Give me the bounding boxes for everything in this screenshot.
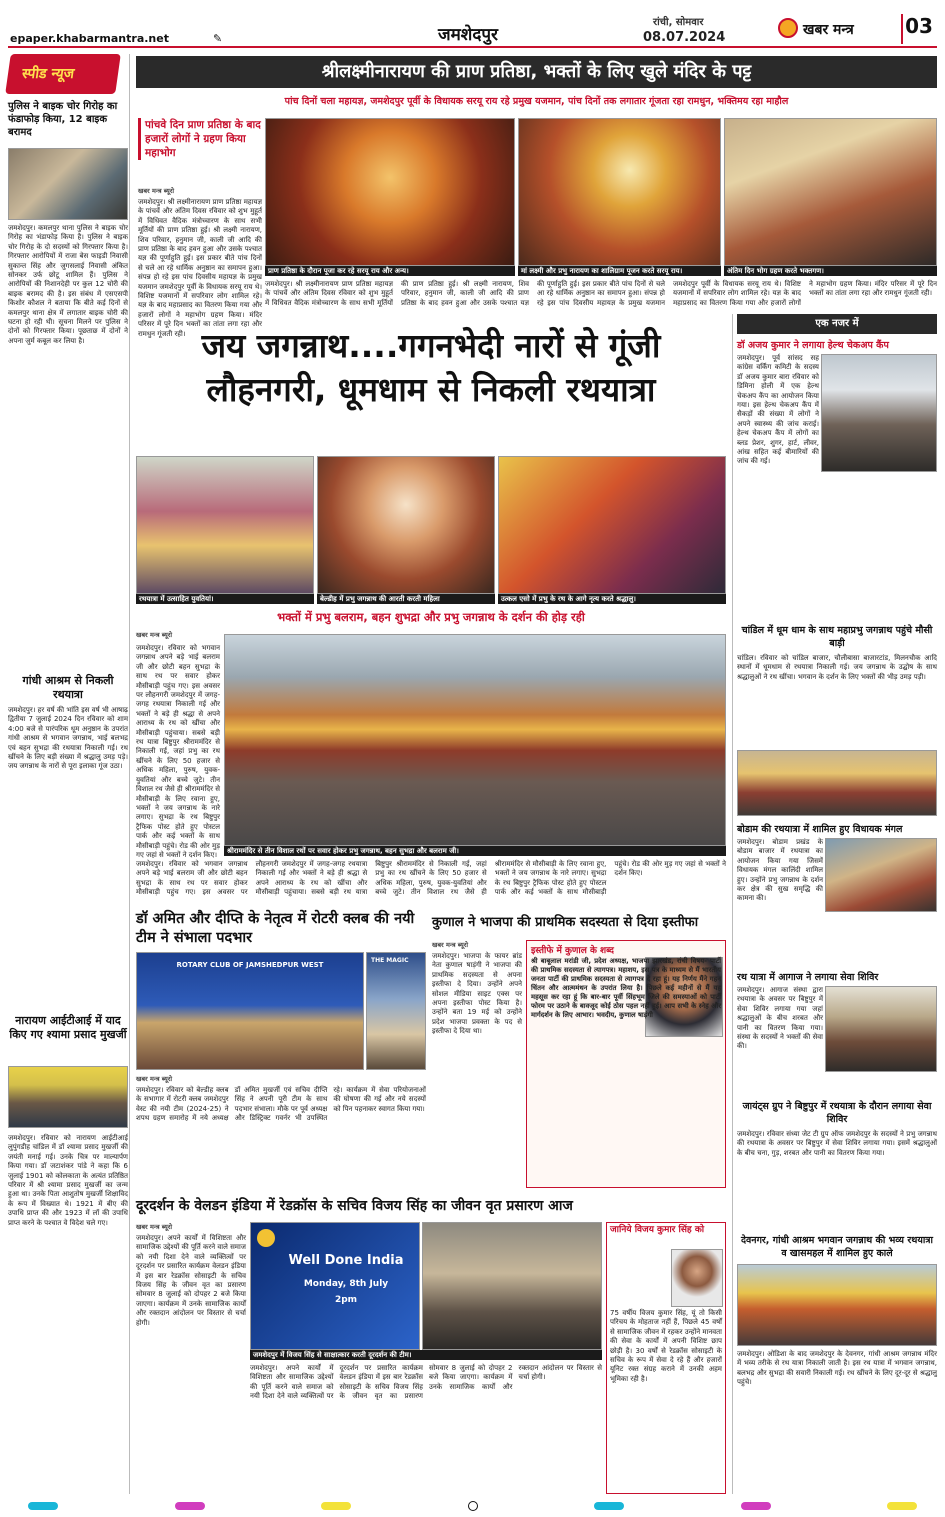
speed-story-1-body: जमशेदपुर। कमलपुर थाना पुलिस ने बाइक चोर गिरोह का भंडाफोड़ किया है। पुलिस ने बाइक चोर गिरोह के दो सदस्यों को गिरफ्तार किया है। गिरफ्तार आरोपियों में राजा बेस फाइडी निवासी सुकान्त सिंह और जुगसलाई निवासी अंकित सोनकर उर्फ छोटू शामिल हैं। पुलिस ने आरोपियों की निशानदेही पर कुल 12 चोरी की बाइक बरामद की है। इस संबंध में एसएसपी किशोर कौशल ने बताया कि बीते कई दिनों से कमलपुर थाना क्षेत्र में लगातार बाइक चोरी की घटना हो रही थी। सूचना मिलने पर पुलिस ने दोनों को गिरफ्तार किया। पूछताछ में दोनों ने अपना जुर्म कबूल कर लिया है। — [8, 224, 128, 345]
dd-box-title: जानिये विजय कुमार सिंह को — [610, 1225, 705, 1235]
masthead-date: 08.07.2024 — [643, 30, 726, 45]
rotary-banner-text: ROTARY CLUB OF JAMSHEDPUR WEST — [176, 961, 324, 969]
devnagar-headline: देवनगर, गांधी आश्रम भगवान जगन्नाथ की भव्य रथयात्रा व खासमहल में शामिल हुए काले — [740, 1235, 934, 1259]
chandil-photo — [737, 750, 937, 816]
bodam-photo — [825, 838, 937, 912]
lead-body-cont — [265, 280, 937, 310]
dd-tv-title: Well Done India — [288, 1253, 404, 1268]
lead-highlight: पांचवे दिन प्राण प्रतिष्ठा के बाद हजारों लोगों ने ग्रहण किया महाभोग — [138, 118, 262, 160]
rath-crowd-caption: श्रीराममंदिर से तीन विशाल रथों पर सवार होकर प्रभु जगन्नाथ, बहन सुभद्रा और बलराम जी। — [224, 846, 726, 856]
rotary-headline: डॉ अमित और दीप्ति के नेतृत्व में रोटरी क्लब की नयी टीम ने संभाला पदभार — [136, 911, 415, 946]
speed-story-3-body: जमशेदपुर। रविवार को नारायण आईटीआई लुपुंगडीह चांडिल में डॉ श्यामा प्रसाद मुखर्जी की जयंती मनाई गई। उनके चित्र पर माल्यार्पण किया गया। डॉ जटाशंकर पांडे ने कहा कि 6 जुलाई 1901 को कोलकाता के अत्यंत प्रतिष्ठित परिवार में श्री श्यामा प्रसाद मुखर्जी का जन्म हुआ था। उनके पिता आशुतोष मुखर्जी शिक्षाविद के रूप में विख्यात थे। 1921 में बीए की उपाधि प्राप्त की और 1923 में लॉ की उपाधि प्राप्त करने के पश्चात वे विदेश चले गए। — [8, 1134, 128, 1227]
rotary-photo — [136, 952, 364, 1070]
lead-photo-3 — [724, 118, 937, 266]
lead-body: जमशेदपुर। श्री लक्ष्मीनारायण प्राण प्रतिष्ठा महायज्ञ के पांचवें और अंतिम दिवस रविवार को शुभ मुहूर्त में विधिवत वैदिक मंत्रोच्चारण के साथ सभी मूर्तियों की प्राण प्रतिष्ठा हुई। श्री लक्ष्मी नारायण, शिव परिवार, हनुमान जी, काली जी आदि की प्राण प्रतिष्ठा के बाद हवन हुआ और उसके पश्चात यज्ञ की पूर्णाहुति हुई। इस प्रकार बीते पांच दिनों से चले आ रहे धार्मिक अनुष्ठान का समापन हुआ। संपन्न हो रहे इस पांच दिवसीय महायज्ञ के प्रमुख यजमान जमशेदपुर पूर्वी के विधायक सरयू राय थे। विशिष्ट यजमानों में सपरिवार लोग शामिल रहे। यज्ञ के बाद महाप्रसाद का वितरण किया गया और हजारों लोगों ने महाभोग ग्रहण किया। मंदिर परिसर में पूरे दिन भक्तों का तांता लगा रहा और रामधुन गूंजती रही। — [138, 198, 262, 338]
rath-photo-girls — [136, 456, 314, 594]
dd-photo-caption: जमशेदपुर में विजय सिंह से साक्षात्कार करती दूरदर्शन की टीम। — [250, 1350, 602, 1360]
dd-interview-photo — [422, 1222, 602, 1350]
dd-logo-icon — [257, 1229, 275, 1247]
jaycees-headline: जायंट्स ग्रुप ने बिष्टुपुर में रथयात्रा के दौरान लगाया सेवा शिविर — [742, 1101, 932, 1125]
lead-byline: खबर मन्त्र ब्यूरो — [138, 187, 175, 195]
speed-story-1-headline: पुलिस ने बाइक चोर गिरोह का फंडाफोड़ किया, 12 बाइक बरामद — [8, 101, 118, 138]
lead-body-cont-text: जमशेदपुर। श्री लक्ष्मीनारायण प्राण प्रतिष्ठा महायज्ञ के पांचवें और अंतिम दिवस रविवार को शुभ मुहूर्त में विधिवत वैदिक मंत्रोच्चारण के साथ सभी मूर्तियों की प्राण प्रतिष्ठा हुई। श्री लक्ष्मी नारायण, शिव परिवार, हनुमान जी, काली जी आदि की प्राण प्रतिष्ठा के बाद हवन हुआ और उसके पश्चात यज्ञ की पूर्णाहुति हुई। इस प्रकार बीते पांच दिनों से चले आ रहे धार्मिक अनुष्ठान का समापन हुआ। संपन्न हो रहे इस पांच दिवसीय महायज्ञ के प्रमुख यजमान जमशेदपुर पूर्वी के विधायक सरयू राय थे। विशिष्ट यजमानों में सपरिवार लोग शामिल रहे। यज्ञ के बाद महाप्रसाद का वितरण किया गया और हजारों लोगों ने महाभोग ग्रहण किया। मंदिर परिसर में पूरे दिन भक्तों का तांता लगा रहा और रामधुन गूंजती रही। — [265, 280, 937, 307]
speed-story-3-headline: नारायण आईटीआई में याद किए गए श्यामा प्रसाद मुखर्जी — [9, 1014, 127, 1041]
seva-photo — [825, 986, 937, 1072]
bodam-headline: बोडाम की रथयात्रा में शामिल हुए विधायक मंगल — [737, 824, 903, 835]
dd-byline: खबर मन्त्र ब्यूरो — [136, 1223, 173, 1231]
iti-photo — [8, 1066, 128, 1128]
health-headline: डॉ अजय कुमार ने लगाया हेल्थ चेकअप कैंप — [737, 340, 889, 351]
rotary-body: जमशेदपुर। रविवार को बेल्डीह क्लब के सभागार में रोटरी क्लब जमशेदपुर वेस्ट की नयी टीम (2024-25) ने शपथ ग्रहण समारोह में नये अध्यक्ष डॉ अमित मुखर्जी एवं सचिव दीप्ति सिंह ने अपनी पूरी टीम के साथ पदभार संभाला। मौके पर पूर्व अध्यक्ष और डिस्ट्रिक्ट गवर्नर भी उपस्थित रहे। कार्यक्रम में सेवा परियोजनाओं की घोषणा की गई और नये सदस्यों को पिन पहनाकर स्वागत किया गया। — [136, 1086, 426, 1123]
lead-caption-2: मां लक्ष्मी और प्रभु नारायण का शालिग्राम पूजन करते सरयू राय। — [518, 266, 721, 276]
lead-headline-banner — [136, 56, 937, 88]
rotary-photo-2 — [366, 952, 426, 1070]
rathyatra-byline: खबर मन्त्र ब्यूरो — [136, 631, 173, 639]
jaycees-body: जमशेदपुर। रविवार संध्या जेट टी ग्रुप ऑफ जमशेदपुर के सदस्यों ने प्रभु जगन्नाथ की रथयात्रा के अवसर पर बिष्टुपुर में सेवा शिविर लगाया गया। इसमें श्रद्धालुओं के बीच चना, गुड़, शरबत और पानी का वितरण किया गया। — [737, 1130, 937, 1157]
rath-caption-aarti: बेल्डीह में प्रभु जगन्नाथ की आरती करती महिला — [317, 594, 495, 604]
reg-dot-cyan — [28, 1502, 58, 1510]
kunal-body: जमशेदपुर। भाजपा के फायर ब्रांड नेता कुणाल षाड़ंगी ने भाजपा की प्राथमिक सदस्यता से अपना इस्तीफा दे दिया। उन्होंने अपने सोशल मीडिया साइट एक्स पर अपना इस्तीफा पोस्ट किया है। उन्होंने बता 19 मई को उन्होंने प्रदेश भाजपा प्रवक्ता के पद से इस्तीफा दे दिया था। — [432, 952, 522, 1036]
rathyatra-headline-1: जय जगन्नाथ....गगनभेदी नारों से गूंजी — [201, 326, 661, 365]
kunal-box-title: इस्तीफे में कुणाल के शब्द — [531, 946, 614, 956]
seva-headline: रथ यात्रा में आगाज ने लगाया सेवा शिविर — [737, 972, 879, 983]
brand-name: खबर मन्त्र — [803, 22, 854, 38]
masthead-place-day: रांची, सोमवार — [653, 17, 704, 28]
dd-headline: दूरदर्शन के वेलडन इंडिया में रेडक्रॉस के सचिव विजय सिंह का जीवन वृत प्रसारण आज — [136, 1198, 573, 1214]
bodam-body: जमशेदपुर। बोडाम प्रखंड के बोडाम बाजार में रथयात्रा का आयोजन किया गया जिसमें विधायक मंगल कालिंदी शामिल हुए। उन्होंने प्रभु जगन्नाथ के दर्शन कर क्षेत्र की सुख समृद्धि की कामना की। — [737, 838, 823, 903]
dd-box-body: 75 वर्षीय विजय कुमार सिंह, यूं तो किसी परिचय के मोहताज नहीं हैं, पिछले 45 वर्षों से सामाजिक जीवन में रहकर उन्होंने मानवता की सेवा के कार्यों में अपनी विशिष्ट छाप छोड़ी है। 30 वर्षों से रेडक्रॉस सोसाइटी के सचिव के रूप में सेवा दे रहे हैं और हजारों यूनिट रक्त संग्रह कराने में उनकी अहम भूमिका रही है। — [610, 1309, 722, 1383]
health-photo — [821, 354, 937, 472]
reg-dot-magenta — [175, 1502, 205, 1510]
speed-story-2-headline: गांधी आश्रम से निकली रथयात्रा — [22, 674, 114, 701]
reg-crosshair-icon — [468, 1501, 478, 1511]
dd-body-cont-text: जमशेदपुर। अपने कार्यों में विशिष्टता और सामाजिक उद्देश्यों की पूर्ति करने वाले समाज को नयी दिशा देने वाले व्यक्तित्वों पर दूरदर्शन पर प्रसारित कार्यक्रम वेलडन इंडिया में इस बार रेडक्रॉस सोसाइटी के सचिव विजय सिंह के जीवन वृत का प्रसारण सोमवार 8 जुलाई को दोपहर 2 बजे किया जाएगा। कार्यक्रम में उनके सामाजिक कार्यों और रक्तदान आंदोलन पर विस्तार से चर्चा होगी। — [250, 1364, 602, 1401]
reg-dot-cyan-2 — [594, 1502, 624, 1510]
reg-dot-yellow — [321, 1502, 351, 1510]
kunal-headline: कुणाल ने भाजपा की प्राथमिक सदस्यता से दिया इस्तीफा — [432, 915, 699, 930]
right-column — [732, 314, 937, 1494]
rathyatra-headline-2: लौहनगरी, धूमधाम से निकली रथयात्रा — [206, 370, 656, 409]
cursor-icon: ✎ — [213, 32, 223, 45]
police-photo — [8, 148, 128, 220]
rathyatra-body-cont — [136, 860, 726, 904]
kunal-box — [526, 940, 726, 1188]
kunal-box-body: श्री बाबूलाल मरांडी जी, प्रदेश अध्यक्ष, भाजपा झारखंड, रांची विषय- पार्टी की प्राथमिक सदस्यता से त्यागपत्र। महाशय, इस पत्र के माध्यम से मैं भारतीय जनता पार्टी की प्राथमिक सदस्यता से त्यागपत्र दे रहा हूं। यह निर्णय मैंने गहन चिंतन और आत्ममंथन के उपरांत लिया है। पिछले कई महीनों से मैं यह महसूस कर रहा हूं कि बार-बार पूर्वी सिंहभूम जिले की समस्याओं को पार्टी फोरम पर उठाने के बावजूद कोई ठोस पहल नहीं हुई। आप सभी के स्नेह और मार्गदर्शन के लिए आभार। भवदीय, कुणाल षाड़ंगी — [531, 957, 721, 1019]
page-number: 03 — [901, 14, 935, 44]
rath-photo-dance — [498, 456, 726, 594]
rath-crowd-photo — [224, 634, 726, 846]
rath-caption-dance: उत्कल एसो में प्रभु के रथ के आगे नृत्य करते श्रद्धालु। — [498, 594, 726, 604]
lead-caption-1: प्राण प्रतिष्ठा के दौरान पूजा कर रहे सरयू राय और अन्य। — [265, 266, 515, 276]
speed-news-badge — [5, 54, 121, 94]
masthead-city: जमशेदपुर — [438, 25, 498, 45]
dd-tv-date: Monday, 8th July — [303, 1279, 389, 1289]
dd-tv-time: 2pm — [334, 1295, 358, 1305]
speed-news-label: स्पीड न्यूज — [20, 66, 76, 82]
vijay-portrait — [671, 1249, 723, 1307]
rathyatra-sub-headline: भक्तों में प्रभु बलराम, बहन शुभद्रा और प्रभु जगन्नाथ के दर्शन की होड़ रही — [277, 610, 585, 624]
rathyatra-body-cont-text: जमशेदपुर। रविवार को भगवान जगन्नाथ अपने बड़े भाई बलराम जी और छोटी बहन सुभद्रा के साथ रथ पर सवार होकर मौसीबाड़ी पहुंच गए। इस अवसर पर लौहनगरी जमशेदपुर में जगह-जगह रथयात्रा निकाली गई और भक्तों ने बड़े ही श्रद्धा से अपने आराध्य के रथ को खींचा और मौसीबाड़ी पहुंचाया। सबसे बड़ी रथ यात्रा बिष्टुपुर श्रीराममंदिर से निकाली गई, जहां प्रभु का रथ खींचने के लिए 50 हजार से अधिक महिला, पुरुष, युवक-युवतियां और बच्चे जुटे। तीन विशाल रथ जैसे ही श्रीराममंदिर से मौसीबाड़ी के लिए रवाना हुए, भक्तों ने जय जगन्नाथ के नारे लगाए। सुभद्रा के रथ बिष्टुपुर ट्रैफिक पोस्ट होते हुए पोस्टल पार्क और कई भक्तों के साथ मौसीबाड़ी पहुंचे। रोड की ओर मुड़ गए जहां से भक्तों ने दर्शन किए। — [136, 860, 726, 897]
kunal-byline: खबर मन्त्र ब्यूरो — [432, 941, 469, 949]
masthead — [8, 8, 937, 48]
dd-body: जमशेदपुर। अपने कार्यों में विशिष्टता और सामाजिक उद्देश्यों की पूर्ति करने वाले समाज को नयी दिशा देने वाले व्यक्तित्वों पर दूरदर्शन पर प्रसारित कार्यक्रम वेलडन इंडिया में इस बार रेडक्रॉस सोसाइटी के सचिव विजय सिंह के जीवन वृत का प्रसारण सोमवार 8 जुलाई को दोपहर 2 बजे किया जाएगा। कार्यक्रम में उनके सामाजिक कार्यों और रक्तदान आंदोलन पर विस्तार से चर्चा होगी। — [136, 1234, 246, 1327]
ek-nazar-label: एक नजर में — [815, 318, 859, 329]
lead-strap: पांच दिनों चला महायज्ञ, जमशेदपुर पूर्वी के विधायक सरयू राय रहे प्रमुख यजमान, पांच दिनों तक लगातार गूंजता रहा रामधुन, भक्तिमय रहा माहौल — [284, 96, 789, 107]
dd-body-cont — [250, 1364, 602, 1494]
rotary-photo-label: THE MAGIC — [371, 957, 409, 964]
seva-body: जमशेदपुर। आगाज संस्था द्वारा रथयात्रा के अवसर पर बिष्टुपुर में सेवा शिविर लगाया गया जहां श्रद्धालुओं के बीच शरबत और पानी का वितरण किया गया। संस्था के सदस्यों ने भक्तों की सेवा की। — [737, 986, 823, 1051]
lead-photo-2 — [518, 118, 721, 266]
chandil-body: चांडिल। रविवार को चांडिल बाजार, चौलीबासा बाजारटांड, मिलनचौक आदि स्थानों में धूमधाम से रथयात्रा निकाली गई। जय जगन्नाथ के उद्घोष के साथ श्रद्धालुओं ने रथ खींचा। भगवान के दर्शन के लिए भक्तों की भीड़ उमड़ पड़ी। — [737, 654, 937, 681]
chandil-headline: चांडिल में धूम धाम के साथ महाप्रभु जगन्नाथ पहुंचे मौसी बाड़ी — [741, 625, 933, 649]
devnagar-photo — [737, 1264, 937, 1346]
lead-caption-3: अंतिम दिन भोग ग्रहण करते भक्तगण। — [724, 266, 937, 276]
speed-news-column — [8, 54, 130, 1494]
health-body: जमशेदपुर। पूर्व सांसद सह कांग्रेस वर्किंग कमिटी के सदस्य डॉ अजय कुमार बारा रविवार को डिमिना होली में एक हेल्थ चेकअप कैंप का आयोजन किया गया। इस हेल्थ चेकअप कैंप में सैकड़ों की संख्या में लोगों ने अपने स्वास्थ्य की जांच कराई। हेल्थ चेकअप कैंप में लोगों का ब्लड प्रेशर, शुगर, हार्ट, लीवर, आंख सहित कई बीमारियों की जांच की गई। — [737, 354, 819, 466]
lead-headline: श्रीलक्ष्मीनारायण की प्राण प्रतिष्ठा, भक्तों के लिए खुले मंदिर के पट्ट — [321, 61, 752, 82]
devnagar-body: जमशेदपुर। ओडिशा के बाद जमशेदपुर के देवनगर, गांधी आश्रम जगन्नाथ मंदिर में भव्य तरीके से रथ यात्रा निकाली जाती है। इस रथ यात्रा में भगवान जगन्नाथ, बलभद्र और सुभद्रा की सवारी निकाली गई। रथ खींचने के लिए दूर-दूर से श्रद्धालु पहुंचे। — [737, 1350, 937, 1387]
ek-nazar-banner — [737, 314, 937, 334]
lead-photo-1 — [265, 118, 515, 266]
speed-story-2-body: जमशेदपुर। हर वर्ष की भांति इस वर्ष भी आषाढ़ द्वितीया 7 जुलाई 2024 दिन रविवार को शाम 4:00 बजे से पारंपरिक धूम अनुष्ठान के उपरांत गांधी आश्रम से भगवान जगन्नाथ, भाई बलभद्र एवं बहन सुभद्रा की रथयात्रा निकाली गई। रथ खींचने के लिए बड़ी संख्या में श्रद्धालु उमड़ पड़े। जय जगन्नाथ के नारों से पूरा इलाका गूंज उठा। — [8, 706, 128, 771]
rotary-byline: खबर मन्त्र ब्यूरो — [136, 1075, 173, 1083]
site-url[interactable]: epaper.khabarmantra.net — [10, 32, 169, 45]
reg-dot-magenta-2 — [741, 1502, 771, 1510]
rath-caption-girls: रथयात्रा में उत्साहित युवतियां। — [136, 594, 314, 604]
reg-dot-yellow-2 — [887, 1502, 917, 1510]
brand-logo-icon — [778, 18, 798, 38]
rath-photo-aarti — [317, 456, 495, 594]
rathyatra-body: जमशेदपुर। रविवार को भगवान जगन्नाथ अपने बड़े भाई बलराम जी और छोटी बहन सुभद्रा के साथ रथ पर सवार होकर मौसीबाड़ी पहुंच गए। इस अवसर पर लौहनगरी जमशेदपुर में जगह-जगह रथयात्रा निकाली गई और भक्तों ने बड़े ही श्रद्धा से अपने आराध्य के रथ को खींचा और मौसीबाड़ी पहुंचाया। सबसे बड़ी रथ यात्रा बिष्टुपुर श्रीराममंदिर से निकाली गई, जहां प्रभु का रथ खींचने के लिए 50 हजार से अधिक महिला, पुरुष, युवक-युवतियां और बच्चे जुटे। तीन विशाल रथ जैसे ही श्रीराममंदिर से मौसीबाड़ी के लिए रवाना हुए, भक्तों ने जय जगन्नाथ के नारे लगाए। सुभद्रा के रथ बिष्टुपुर ट्रैफिक पोस्ट होते हुए पोस्टल पार्क और कई भक्तों के साथ मौसीबाड़ी पहुंचे। रोड की ओर मुड़ गए जहां से भक्तों ने दर्शन किए। — [136, 644, 220, 859]
dd-tv-graphic — [250, 1222, 420, 1350]
dd-box — [606, 1222, 726, 1494]
footer-registration-bar — [8, 1500, 937, 1512]
